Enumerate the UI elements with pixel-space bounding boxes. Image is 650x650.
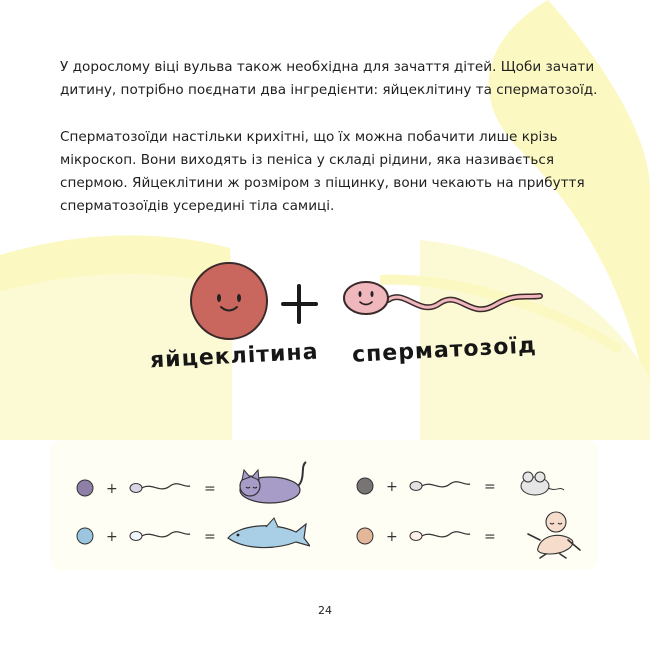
sperm-label: сперматозоїд (351, 333, 538, 368)
egg-label: яйцеклітина (149, 339, 320, 374)
svg-text:+: + (106, 529, 118, 545)
svg-text:=: = (204, 481, 216, 497)
svg-text:=: = (204, 529, 216, 545)
equation-baby (350, 510, 590, 560)
svg-text:=: = (484, 529, 496, 545)
equation-dolphin (70, 510, 310, 560)
cat-icon (240, 462, 306, 503)
intro-paragraph: У дорослому віці вульва також необхідна для зачаття дітей. Щоби зачати дитину, потрібно поєднати два інгредієнти: яйцеклітину та сперматозоїд. (60, 59, 598, 98)
svg-text:=: = (484, 479, 496, 495)
dolphin-icon (228, 518, 310, 548)
baby-icon (528, 512, 580, 558)
equation-mouse (350, 458, 590, 508)
egg-icon (191, 263, 267, 339)
sperm-egg-paragraph: Сперматозоїди настільки крихітні, що їх можна побачити лише крізь мікроскоп. Вони виходять із пеніса у складі рідини, яка називається спермою. Яйцеклітини ж розміром з піщинку, вони чекають на прибуття сперматозоїдів усередині тіла самиці. (60, 129, 585, 214)
page-number: 24 (318, 604, 332, 617)
equation-cat (70, 458, 310, 508)
svg-text:+: + (106, 481, 118, 497)
mouse-icon (521, 472, 564, 495)
svg-text:+: + (386, 529, 398, 545)
svg-text:+: + (386, 479, 398, 495)
plus-icon (283, 286, 316, 322)
species-equations-panel (50, 440, 598, 570)
sperm-icon (344, 282, 540, 314)
egg-plus-sperm-illustration (0, 250, 650, 390)
